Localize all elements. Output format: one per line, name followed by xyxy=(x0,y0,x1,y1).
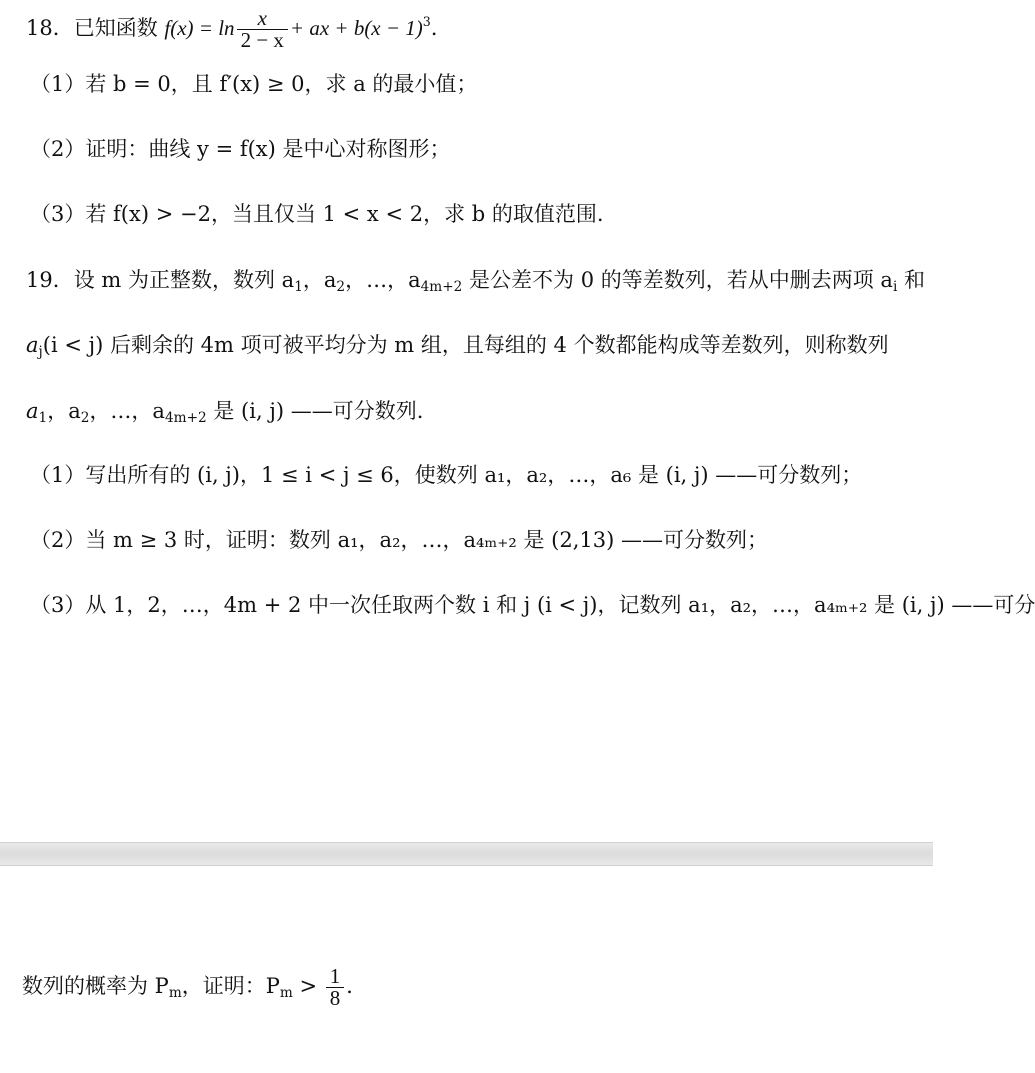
q19-l1e: 和 xyxy=(897,268,926,292)
q19-sub-big-a: 4m+2 xyxy=(420,279,463,296)
q18-title-line xyxy=(26,8,452,51)
q19-l1b: ，a xyxy=(302,268,337,292)
q19-l1c: ，…，a xyxy=(345,268,421,292)
q19-sub-1a: 1 xyxy=(294,279,303,296)
q19-sub-i: i xyxy=(892,279,898,296)
q19-sub-2b: 2 xyxy=(80,410,90,427)
cont-a: 数列的概率为 P xyxy=(22,974,169,998)
q19-part3: （3）从 1，2，…，4m + 2 中一次任取两个数 i 和 j (i < j)，记数列 a₁，a₂，…，a₄ₘ₊₂ 是 (i, j) ——可分 xyxy=(30,593,1035,617)
q19-sub-j: j xyxy=(38,344,43,361)
cont-frac-den: 8 xyxy=(329,986,341,1010)
q18-func-lhs: f(x) = ln xyxy=(164,16,235,40)
page-break-divider xyxy=(0,842,933,866)
q19-part1: （1）写出所有的 (i, j)，1 ≤ i < j ≤ 6，使数列 a₁，a₂，…，a₆ 是 (i, j) ——可分数列； xyxy=(30,463,863,487)
q19-l3a: a xyxy=(26,399,39,423)
q19-l2b: (i < j) 后剩余的 4m 项可被平均分为 m 组，且每组的 4 个数都能构成等差数列，则称数列 xyxy=(42,333,889,357)
q19-l3b: ，a xyxy=(47,399,81,423)
q18-func-rhs: + ax + b(x − 1) xyxy=(289,16,423,40)
q18-number-text: 18．已知函数 xyxy=(26,16,165,40)
q18-end: ． xyxy=(430,16,452,40)
q19-continuation xyxy=(22,966,367,1009)
cont-end: ． xyxy=(346,974,368,998)
q19-sub-big-b: 4m+2 xyxy=(164,410,207,427)
q19-part2: （2）当 m ≥ 3 时，证明：数列 a₁，a₂，…，a₄ₘ₊₂ 是 (2,13) ——可分数列； xyxy=(30,528,768,552)
q19-sub-1b: 1 xyxy=(38,410,48,427)
q19-line2 xyxy=(26,331,889,366)
q18-frac-den: 2 − x xyxy=(240,28,284,52)
q18-part2: （2）证明：曲线 y = f(x) 是中心对称图形； xyxy=(30,137,451,161)
q19-l2a: a xyxy=(26,333,39,357)
cont-c: > xyxy=(292,974,324,998)
cont-sub-m2: m xyxy=(279,985,293,1002)
q19-line3 xyxy=(26,397,423,432)
q19-line1 xyxy=(26,266,925,301)
q18-part3: （3）若 f(x) > −2，当且仅当 1 < x < 2，求 b 的取值范围. xyxy=(30,202,604,226)
cont-fraction xyxy=(326,966,345,1009)
cont-sub-m1: m xyxy=(168,985,182,1002)
cont-frac-num: 1 xyxy=(326,966,345,988)
cont-b: ，证明：P xyxy=(181,974,280,998)
q19-sub-2a: 2 xyxy=(336,279,346,296)
q19-l3d: 是 (i, j) ——可分数列. xyxy=(206,399,424,423)
q18-part1: （1）若 b = 0，且 f′(x) ≥ 0，求 a 的最小值； xyxy=(30,72,478,96)
q19-l3c: ，…，a xyxy=(89,399,165,423)
q18-fraction xyxy=(237,8,288,51)
q18-exponent: 3 xyxy=(422,14,431,30)
q19-l1d: 是公差不为 0 的等差数列，若从中删去两项 a xyxy=(462,268,893,292)
q18-frac-num: x xyxy=(237,8,288,30)
q19-l1a: 19．设 m 为正整数，数列 a xyxy=(26,268,295,292)
